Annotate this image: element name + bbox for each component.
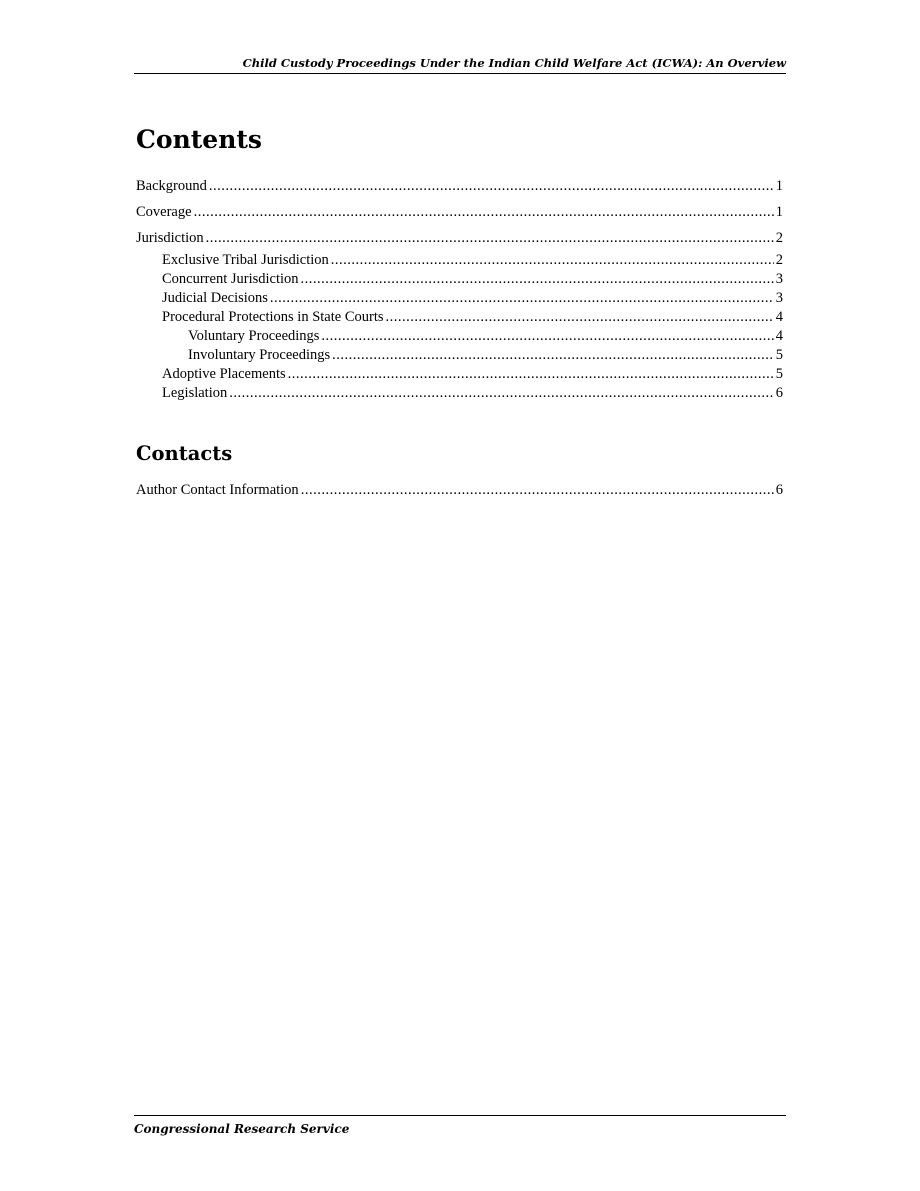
toc-page-number: 5 [775, 347, 783, 363]
running-header: Child Custody Proceedings Under the Indian Child Welfare Act (ICWA): An Overview [134, 56, 786, 74]
toc-dot-leader [332, 346, 774, 364]
toc-entry-background[interactable] [136, 177, 783, 195]
toc-dot-leader [331, 251, 774, 269]
toc-entry-concurrent-jurisdiction[interactable] [136, 270, 783, 288]
toc-page-number: 5 [775, 366, 783, 382]
toc-page-number: 4 [775, 309, 783, 325]
toc-entry-label: Jurisdiction [136, 230, 204, 246]
toc-page-number: 3 [775, 271, 783, 287]
toc-page-number: 1 [775, 178, 783, 194]
toc-dot-leader [321, 327, 773, 345]
toc-entry-label: Procedural Protections in State Courts [162, 309, 384, 325]
toc-page-number: 6 [775, 482, 783, 498]
contacts-list [136, 481, 783, 499]
toc-entry-judicial-decisions[interactable] [136, 289, 783, 307]
toc-dot-leader [386, 308, 774, 326]
toc-entry-label: Concurrent Jurisdiction [162, 271, 299, 287]
toc-page-number: 1 [775, 204, 783, 220]
toc-entry-label: Background [136, 178, 207, 194]
toc-dot-leader [229, 384, 774, 402]
toc-dot-leader [270, 289, 774, 307]
toc-page-number: 6 [775, 385, 783, 401]
contents-heading: Contents [136, 125, 263, 154]
toc-dot-leader [206, 229, 774, 247]
contents-list [136, 177, 783, 403]
toc-entry-label: Coverage [136, 204, 192, 220]
toc-entry-involuntary-proceedings[interactable] [136, 346, 783, 364]
toc-dot-leader [288, 365, 774, 383]
toc-page-number: 4 [775, 328, 783, 344]
toc-entry-label: Judicial Decisions [162, 290, 268, 306]
toc-entry-label: Voluntary Proceedings [188, 328, 320, 344]
toc-entry-adoptive-placements[interactable] [136, 365, 783, 383]
toc-entry-voluntary-proceedings[interactable] [136, 327, 783, 345]
toc-page-number: 2 [775, 230, 783, 246]
toc-entry-label: Legislation [162, 385, 228, 401]
toc-dot-leader [301, 481, 774, 499]
toc-entry-procedural-protections[interactable] [136, 308, 783, 326]
toc-entry-label: Author Contact Information [136, 482, 299, 498]
contacts-heading: Contacts [136, 442, 233, 465]
toc-page-number: 3 [775, 290, 783, 306]
toc-entry-coverage[interactable] [136, 203, 783, 221]
toc-entry-legislation[interactable] [136, 384, 783, 402]
toc-entry-exclusive-tribal-jurisdiction[interactable] [136, 251, 783, 269]
running-footer: Congressional Research Service [134, 1115, 786, 1137]
toc-entry-author-contact-information[interactable] [136, 481, 783, 499]
toc-dot-leader [301, 270, 774, 288]
toc-entry-label: Exclusive Tribal Jurisdiction [162, 252, 329, 268]
toc-dot-leader [194, 203, 774, 221]
toc-entry-jurisdiction[interactable] [136, 229, 783, 247]
toc-page-number: 2 [775, 252, 783, 268]
toc-entry-label: Adoptive Placements [162, 366, 286, 382]
toc-dot-leader [209, 177, 774, 195]
toc-entry-label: Involuntary Proceedings [188, 347, 331, 363]
